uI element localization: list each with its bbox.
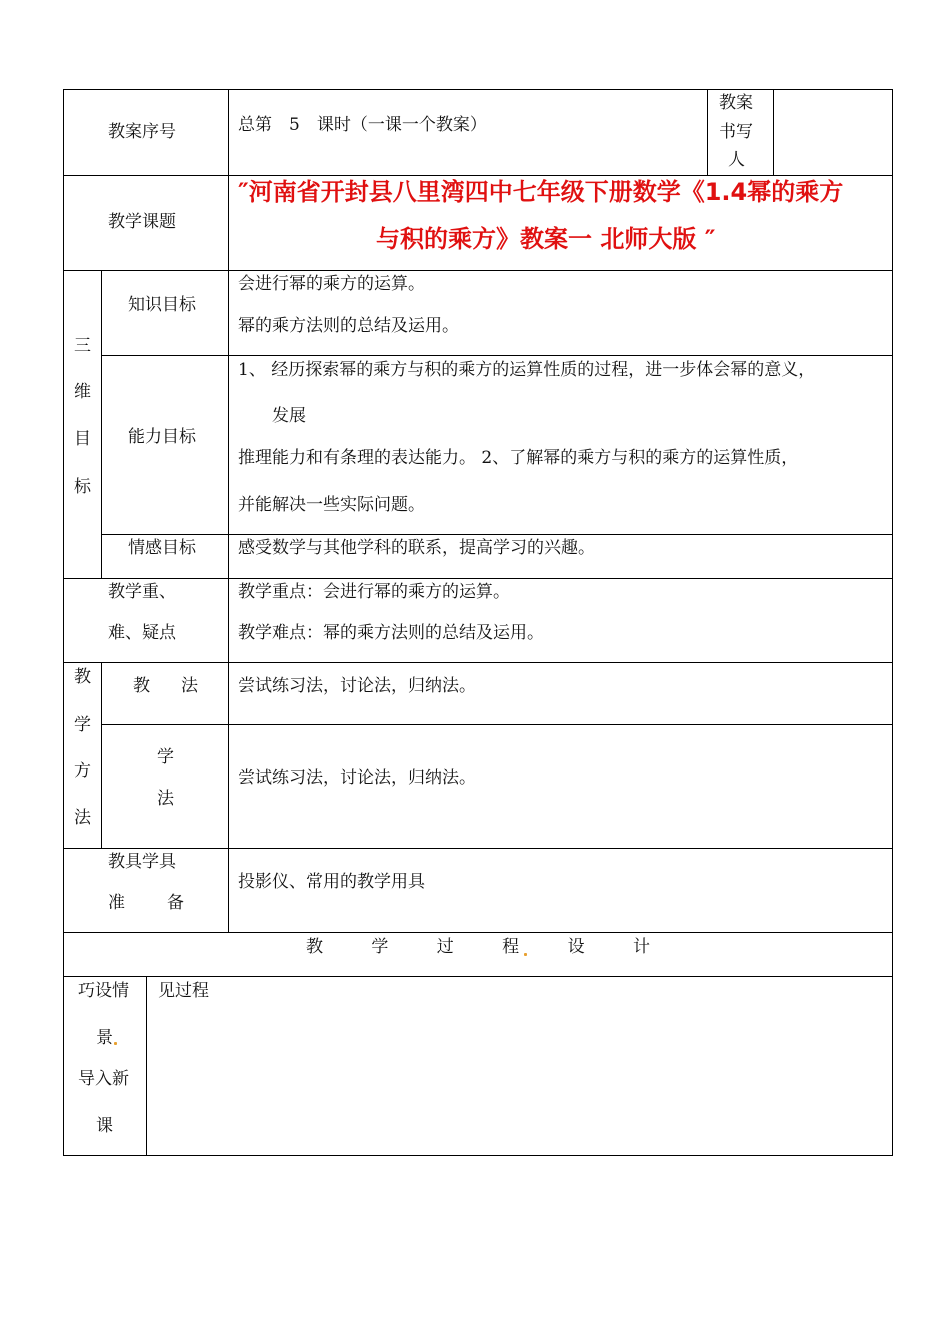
topic-label: 教学课题 (108, 212, 176, 232)
keypoints-line1: 教学重点：会进行幂的乘方的运算。 (238, 582, 510, 602)
knowledge-goal-line1: 会进行幂的乘方的运算。 (238, 274, 425, 294)
teach-method-label-1: 教 (133, 676, 150, 696)
tools-text: 投影仪、常用的教学用具 (238, 872, 425, 892)
keypoints-label-line2: 难、疑点 (108, 623, 176, 643)
seq-label: 教案序号 (108, 122, 176, 142)
knowledge-goal-label: 知识目标 (128, 295, 196, 315)
teach-method-label-2: 法 (181, 676, 198, 696)
writer-label-line3: 人 (728, 150, 745, 170)
teach-method-text: 尝试练习法，讨论法，归纳法。 (238, 676, 476, 696)
process-heading-char: 计 (632, 937, 650, 957)
intro-label-line3: 导入新 (78, 1069, 129, 1089)
goals-group-char-1: 三 (74, 336, 91, 356)
intro-label-line1: 巧设情 (78, 981, 129, 1001)
process-heading (306, 939, 650, 956)
tools-label-line2-b: 备 (167, 893, 184, 913)
goals-group-char-2: 维 (74, 382, 91, 402)
orange-dot-mark (114, 1042, 117, 1045)
methods-group-char-3: 方 (74, 761, 91, 781)
ability-goal-line1: 1、 经历探索幂的乘方与积的乘方的运算性质的过程，进一步体会幂的意义， (238, 360, 816, 380)
lesson-title-line2: 与积的乘方》教案一 北师大版 ″ (376, 225, 716, 253)
seq-value: 总第 5 课时（一课一个教案） (238, 115, 487, 135)
process-heading-char: 设 (567, 937, 585, 957)
keypoints-line2: 教学难点：幂的乘方法则的总结及运用。 (238, 623, 544, 643)
intro-text: 见过程 (158, 981, 209, 1001)
ability-goal-line2: 发展 (272, 406, 306, 426)
learn-method-label-1: 学 (157, 747, 174, 767)
writer-label-line2: 书写 (719, 122, 753, 142)
learn-method-text: 尝试练习法，讨论法，归纳法。 (238, 768, 476, 788)
methods-group-char-1: 教 (74, 667, 91, 687)
process-heading-char: 过 (436, 937, 454, 957)
orange-dot-mark (524, 953, 527, 956)
writer-label-line1: 教案 (719, 93, 753, 113)
process-heading-char: 程 (502, 937, 520, 957)
knowledge-goal-line2: 幂的乘方法则的总结及运用。 (238, 316, 459, 336)
goals-group-char-3: 目 (74, 429, 91, 449)
keypoints-label-line1: 教学重、 (108, 582, 176, 602)
methods-group-char-2: 学 (74, 715, 91, 735)
lesson-title-line1: ″河南省开封县八里湾四中七年级下册数学《1.4幂的乘方 (238, 178, 844, 206)
intro-label-line4: 课 (96, 1116, 113, 1136)
ability-goal-line4: 并能解决一些实际问题。 (238, 495, 425, 515)
emotion-goal-label: 情感目标 (128, 538, 196, 558)
tools-label-line1: 教具学具 (108, 852, 176, 872)
methods-group-char-4: 法 (74, 808, 91, 828)
tools-label-line2-a: 准 (108, 893, 125, 913)
ability-goal-label: 能力目标 (128, 427, 196, 447)
learn-method-label-2: 法 (157, 789, 174, 809)
emotion-goal-text: 感受数学与其他学科的联系，提高学习的兴趣。 (238, 538, 595, 558)
intro-label-line2: 景 (96, 1028, 113, 1048)
process-heading-char: 教 (306, 937, 323, 957)
goals-group-char-4: 标 (74, 477, 91, 497)
ability-goal-line3: 推理能力和有条理的表达能力。 2、了解幂的乘方与积的乘方的运算性质， (238, 448, 799, 468)
process-heading-char: 学 (371, 937, 389, 957)
